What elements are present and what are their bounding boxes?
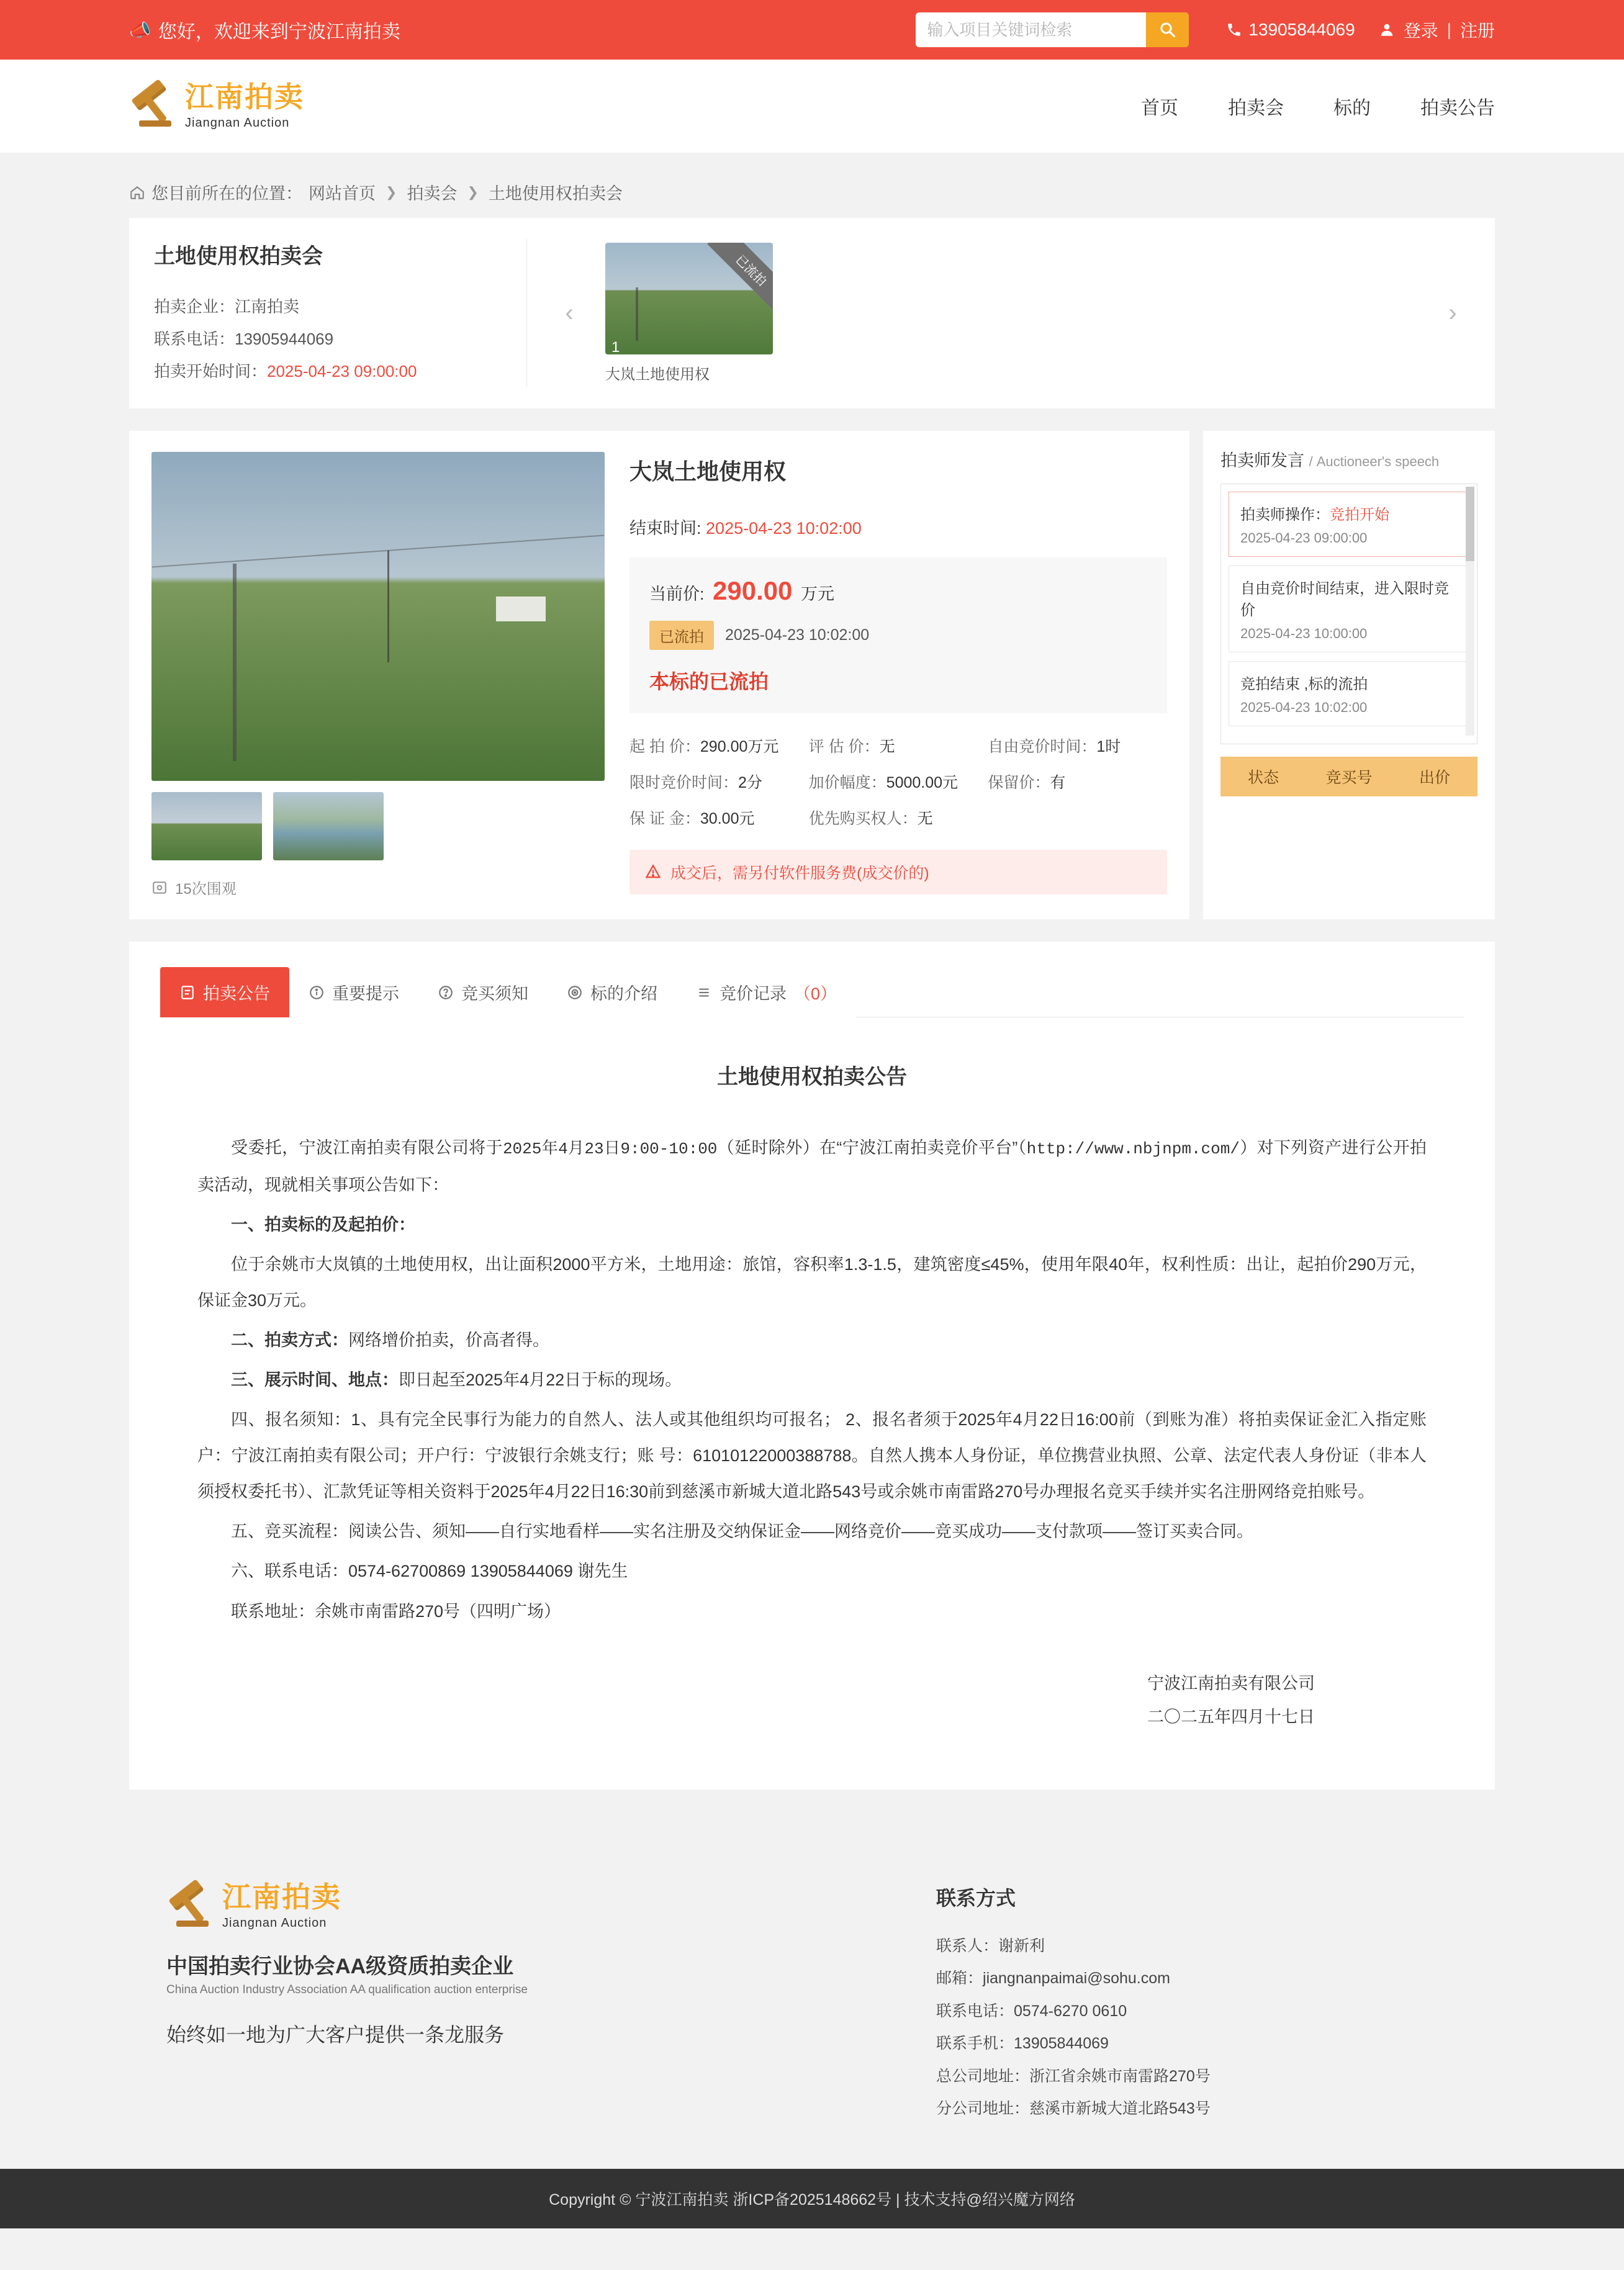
speech-item-time: 2025-04-23 10:00:00 bbox=[1240, 626, 1368, 641]
footer-hq-address bbox=[936, 2060, 1495, 2093]
attr-start-price-value: 290.00万元 bbox=[700, 738, 779, 755]
speech-item-text: 自由竞价时间结束，进入限时竞价 bbox=[1240, 580, 1449, 619]
end-time-value: 2025-04-23 10:02:00 bbox=[706, 519, 862, 538]
speech-scrollbar[interactable] bbox=[1466, 487, 1474, 736]
ann-p1-url: http://www.nbjnpm.com/ bbox=[1026, 1140, 1240, 1159]
session-company-label: 拍卖企业： bbox=[154, 297, 235, 316]
current-price-amount: 290.00 bbox=[713, 576, 793, 605]
breadcrumb-prefix: 您目前所在的位置： bbox=[151, 184, 302, 203]
ann-p1-c: （延时除外）在“宁波江南拍卖竞价平台”（ bbox=[717, 1138, 1027, 1158]
announcement-paragraph-7: 联系地址：余姚市南雷路270号（四明广场） bbox=[231, 1601, 561, 1621]
session-company bbox=[154, 291, 508, 323]
announcement-paragraph-5: 五、竞买流程：阅读公告、须知——自行实地看样——实名注册及交纳保证金——网络竞价——竞买成功——支付款项——签订买卖合同。 bbox=[231, 1522, 1253, 1541]
session-card bbox=[129, 218, 1495, 408]
tab-bidder-instructions-label: 竞买须知 bbox=[461, 984, 528, 1003]
footer-hq-address-value: 浙江省余姚市南雷路270号 bbox=[1029, 2067, 1211, 2085]
auctioneer-speech-panel bbox=[1203, 431, 1495, 919]
status-badge: 已流拍 bbox=[649, 621, 714, 650]
attr-priority-buyer-value: 无 bbox=[917, 810, 933, 827]
speech-item-text: 拍卖师操作： bbox=[1240, 507, 1330, 523]
speech-item-text: 竞拍结束 ,标的流拍 bbox=[1240, 676, 1368, 693]
attr-reserve-label: 保留价： bbox=[988, 774, 1050, 791]
footer-branch-address bbox=[936, 2092, 1495, 2125]
search-input[interactable] bbox=[916, 12, 1146, 47]
search-icon bbox=[1158, 20, 1177, 39]
announcement-paragraph-6: 六、联系电话：0574-62700869 13905844069 谢先生 bbox=[231, 1562, 628, 1581]
attr-appraisal-label: 评 估 价： bbox=[808, 738, 880, 755]
ann-h3-label: 三、展示时间、地点： bbox=[231, 1371, 399, 1390]
session-start-value: 2025-04-23 09:00:00 bbox=[267, 362, 417, 381]
question-icon bbox=[438, 984, 454, 1001]
footer-email-value: jiangnanpaimai@sohu.com bbox=[983, 1970, 1170, 1988]
breadcrumb-level2[interactable]: 拍卖会 bbox=[407, 184, 458, 203]
ann-h3-text: 即日起至2025年4月22日于标的现场。 bbox=[399, 1371, 682, 1390]
attr-increment bbox=[809, 770, 988, 793]
breadcrumb-chevron-2: ❯ bbox=[467, 184, 479, 200]
tab-bid-records[interactable] bbox=[677, 967, 856, 1017]
speech-item bbox=[1229, 492, 1469, 557]
search-box[interactable] bbox=[916, 12, 1189, 47]
top-bar bbox=[0, 0, 1624, 60]
announcement-heading: 土地使用权拍卖公告 bbox=[717, 1065, 907, 1089]
speech-title: 拍卖师发言 bbox=[1220, 451, 1304, 470]
tab-important-notice[interactable] bbox=[289, 967, 418, 1017]
footer-contact-person bbox=[936, 1930, 1495, 1963]
session-title: 土地使用权拍卖会 bbox=[154, 245, 323, 268]
copyright-bar bbox=[0, 2169, 1624, 2228]
attr-limited-bid-time-label: 限时竞价时间： bbox=[629, 774, 739, 791]
lot-thumbnail-image bbox=[605, 243, 773, 354]
link-separator: | bbox=[1446, 20, 1451, 39]
lot-attributes bbox=[629, 734, 1167, 829]
register-link[interactable]: 注册 bbox=[1459, 21, 1495, 40]
footer-tel-value: 0574-6270 0610 bbox=[1014, 2002, 1127, 2020]
attr-limited-bid-time bbox=[629, 770, 809, 793]
lot-status-ribbon bbox=[707, 243, 773, 309]
tab-announcement[interactable] bbox=[160, 967, 289, 1017]
footer-email-label: 邮箱： bbox=[936, 1970, 983, 1988]
main-image[interactable] bbox=[151, 452, 605, 781]
footer-contact-person-value: 谢新利 bbox=[998, 1937, 1045, 1955]
tab-announcement-label: 拍卖公告 bbox=[203, 984, 270, 1003]
attr-limited-bid-time-value: 2分 bbox=[738, 774, 762, 791]
speech-item-highlight: 竞拍开始 bbox=[1330, 507, 1389, 523]
ann-p1-d: ）对下列资产进行公开拍卖活动，现就相关事项公告如下： bbox=[197, 1138, 1427, 1194]
speech-item bbox=[1229, 661, 1469, 726]
footer-contact bbox=[936, 1883, 1495, 2125]
site-footer bbox=[0, 1833, 1624, 2228]
speech-item-time: 2025-04-23 10:02:00 bbox=[1240, 700, 1368, 715]
gavel-icon bbox=[166, 1885, 212, 1928]
lot-caption: 大岚土地使用权 bbox=[605, 366, 710, 383]
user-icon bbox=[1379, 22, 1395, 38]
login-link[interactable]: 登录 bbox=[1403, 21, 1438, 40]
announcement-paragraph-4: 四、报名须知：1、具有完全民事行为能力的自然人、法人或其他组织均可报名； 2、报名者须于2025年4月22日16:00前（到账为准）将拍卖保证金汇入指定账户：宁波江南拍卖有限公司；开户行：宁波银行余姚支行；账 号：61010122000388788。自然人携本人身份证，单位携营业执照、公章、法定代表人身份证（非本人须授权委托书）、汇款凭证等相关资料于2025年4月22日16:30前到慈溪市新城大道北路543号或余姚市南雷路270号办理报名竞买手续并实名注册网络竞拍账号。 bbox=[197, 1410, 1427, 1502]
doc-icon bbox=[179, 984, 196, 1001]
view-count bbox=[151, 876, 605, 898]
tab-bid-records-count: （0） bbox=[794, 984, 837, 1003]
tab-bidder-instructions[interactable] bbox=[418, 967, 548, 1017]
footer-contact-person-label: 联系人： bbox=[936, 1937, 999, 1955]
service-fee-text: 成交后，需另付软件服务费(成交价的) bbox=[670, 865, 929, 882]
nav-item-lots[interactable]: 标的 bbox=[1333, 98, 1371, 119]
lot-info bbox=[629, 452, 1167, 898]
bid-col-bidder: 竞买号 bbox=[1325, 769, 1373, 786]
copyright-text: Copyright © 宁波江南拍卖 浙ICP备2025148662号 | 技术支持@绍兴魔方网络 bbox=[549, 2191, 1075, 2209]
gallery-thumbnail-2[interactable] bbox=[273, 792, 384, 860]
speech-title-en: / Auctioneer's speech bbox=[1309, 454, 1440, 469]
attr-increment-value: 5000.00元 bbox=[886, 774, 959, 791]
nav-item-auctions[interactable]: 拍卖会 bbox=[1228, 98, 1284, 119]
lot-thumbnail-card[interactable] bbox=[605, 243, 773, 384]
target-icon bbox=[567, 984, 583, 1001]
header-phone bbox=[1226, 20, 1355, 40]
attr-appraisal bbox=[809, 734, 988, 757]
current-price-label: 当前价: bbox=[649, 585, 705, 603]
attr-deposit-label: 保 证 金： bbox=[629, 810, 700, 827]
lot-detail-card bbox=[129, 431, 1189, 919]
search-button[interactable] bbox=[1146, 12, 1189, 47]
gallery-thumbnail-1[interactable] bbox=[151, 792, 262, 860]
attr-deposit-value: 30.00元 bbox=[700, 810, 755, 827]
announcement-paragraph-2: 位于余姚市大岚镇的土地使用权，出让面积2000平方米，土地用途：旅馆，容积率1.3-1.5，建筑密度≤45%，使用年限40年，权利性质：出让，起拍价290万元，保证金30万元。 bbox=[197, 1255, 1427, 1310]
price-box bbox=[629, 557, 1167, 713]
signature-date: 二〇二五年四月十七日 bbox=[1147, 1707, 1315, 1726]
announcement-section-2 bbox=[197, 1322, 1427, 1358]
speech-header bbox=[1220, 447, 1477, 484]
session-company-value: 江南拍卖 bbox=[235, 297, 300, 316]
footer-mobile bbox=[936, 2027, 1495, 2060]
megaphone-icon: 📣 bbox=[129, 20, 151, 40]
ann-p1-date: 2025年4月23日9:00-10:00 bbox=[502, 1140, 718, 1159]
service-fee-notice bbox=[629, 850, 1167, 894]
breadcrumb bbox=[129, 180, 1495, 204]
footer-tel-label: 联系电话： bbox=[936, 2002, 1014, 2020]
tab-bar bbox=[160, 966, 1464, 1017]
ann-h2-text: 网络增价拍卖，价高者得。 bbox=[348, 1331, 549, 1350]
breadcrumb-level3: 土地使用权拍卖会 bbox=[488, 184, 623, 203]
signature-company: 宁波江南拍卖有限公司 bbox=[1147, 1673, 1315, 1693]
vertical-divider bbox=[526, 239, 527, 387]
logo-text-en: Jiangnan Auction bbox=[185, 115, 290, 130]
ann-h2-label: 二、拍卖方式： bbox=[231, 1331, 348, 1350]
home-icon bbox=[129, 184, 145, 200]
main-nav bbox=[1141, 92, 1495, 120]
current-price-unit: 万元 bbox=[801, 585, 835, 603]
announcement-section-3 bbox=[197, 1362, 1427, 1398]
site-logo[interactable] bbox=[129, 80, 304, 130]
tab-important-notice-label: 重要提示 bbox=[332, 984, 399, 1003]
view-count-text: 15次围观 bbox=[175, 881, 237, 898]
info-icon bbox=[309, 984, 325, 1001]
tab-bid-records-label: 竞价记录 bbox=[720, 984, 787, 1003]
tabs-card bbox=[129, 942, 1495, 1790]
end-time-label: 结束时间: bbox=[629, 519, 701, 538]
session-start bbox=[154, 355, 508, 387]
footer-slogan: 始终如一地为广大客户提供一条龙服务 bbox=[166, 2023, 505, 2046]
welcome-text: 您好，欢迎来到宁波江南拍卖 bbox=[158, 22, 400, 42]
carousel-prev-button[interactable]: ‹ bbox=[565, 299, 574, 327]
session-phone bbox=[154, 323, 508, 355]
tab-lot-introduction[interactable] bbox=[548, 967, 677, 1017]
image-gallery bbox=[151, 452, 605, 898]
attr-reserve bbox=[988, 770, 1167, 793]
speech-item-time: 2025-04-23 09:00:00 bbox=[1240, 530, 1368, 546]
ann-p1-a: 受委托，宁波江南拍卖有限公司将于 bbox=[231, 1138, 503, 1158]
session-start-label: 拍卖开始时间： bbox=[154, 362, 268, 381]
alert-icon bbox=[644, 863, 662, 881]
attr-priority-buyer-label: 优先购买权人： bbox=[808, 810, 918, 827]
attr-priority-buyer bbox=[809, 806, 988, 829]
session-phone-label: 联系电话： bbox=[154, 330, 235, 348]
footer-tel bbox=[936, 1995, 1495, 2028]
lot-number: 1 bbox=[611, 339, 620, 356]
nav-item-announcements[interactable]: 拍卖公告 bbox=[1420, 98, 1495, 119]
phone-icon bbox=[1226, 22, 1242, 38]
breadcrumb-home[interactable]: 网站首页 bbox=[309, 184, 376, 203]
eye-icon bbox=[151, 880, 168, 896]
attr-appraisal-value: 无 bbox=[879, 738, 895, 755]
site-header bbox=[0, 60, 1624, 153]
attr-start-price-label: 起 拍 价： bbox=[629, 738, 700, 755]
speech-item bbox=[1229, 565, 1469, 652]
tab-lot-introduction-label: 标的介绍 bbox=[590, 984, 657, 1003]
announcement-content bbox=[160, 1017, 1464, 1734]
announcement-paragraph-1 bbox=[197, 1130, 1427, 1203]
session-phone-value: 13905944069 bbox=[235, 330, 334, 348]
footer-branch-address-value: 慈溪市新城大道北路543号 bbox=[1029, 2100, 1211, 2118]
footer-logo bbox=[166, 1880, 936, 1930]
footer-logo-en: Jiangnan Auction bbox=[222, 1916, 327, 1930]
footer-qualification-cn: 中国拍卖行业协会AA级资质拍卖企业 bbox=[166, 1954, 514, 1978]
bid-col-price: 出价 bbox=[1419, 769, 1450, 786]
breadcrumb-chevron-1: ❯ bbox=[386, 184, 397, 200]
footer-contact-title: 联系方式 bbox=[936, 1886, 1016, 1909]
attr-reserve-value: 有 bbox=[1050, 774, 1066, 791]
announcement-section-1: 一、拍卖标的及起拍价： bbox=[231, 1215, 415, 1235]
gavel-icon bbox=[129, 84, 175, 128]
bid-table-header bbox=[1220, 757, 1477, 796]
attr-start-price bbox=[629, 734, 809, 757]
attr-free-bid-time-label: 自由竞价时间： bbox=[988, 738, 1097, 755]
list-icon bbox=[696, 984, 712, 1001]
announcement-signature bbox=[197, 1667, 1427, 1734]
footer-logo-cn: 江南拍卖 bbox=[222, 1880, 341, 1913]
status-badge-time: 2025-04-23 10:02:00 bbox=[725, 626, 870, 644]
footer-mobile-value: 13905844069 bbox=[1014, 2035, 1109, 2053]
attr-deposit bbox=[629, 806, 809, 829]
attr-free-bid-time-value: 1时 bbox=[1096, 738, 1121, 755]
footer-qualification-en: China Auction Industry Association AA qualification auction enterprise bbox=[166, 1983, 528, 1996]
carousel-next-button[interactable]: › bbox=[1448, 299, 1457, 327]
phone-number: 13905844069 bbox=[1248, 20, 1355, 39]
failed-auction-message: 本标的已流拍 bbox=[649, 670, 769, 693]
logo-text-cn: 江南拍卖 bbox=[185, 80, 304, 113]
lot-ribbon-label: 已流拍 bbox=[707, 243, 773, 309]
attr-empty bbox=[988, 806, 1167, 829]
footer-hq-address-label: 总公司地址： bbox=[936, 2067, 1030, 2085]
footer-email bbox=[936, 1962, 1495, 1995]
speech-list[interactable] bbox=[1220, 484, 1477, 744]
lot-title: 大岚土地使用权 bbox=[629, 459, 787, 484]
end-time bbox=[629, 515, 1167, 539]
attr-free-bid-time bbox=[988, 734, 1167, 757]
footer-mobile-label: 联系手机： bbox=[936, 2035, 1014, 2053]
welcome-message bbox=[129, 16, 400, 43]
nav-item-home[interactable]: 首页 bbox=[1141, 98, 1178, 119]
current-price bbox=[649, 576, 1147, 606]
attr-increment-label: 加价幅度： bbox=[808, 774, 886, 791]
bid-col-status: 状态 bbox=[1247, 769, 1279, 786]
footer-branch-address-label: 分公司地址： bbox=[936, 2100, 1030, 2118]
